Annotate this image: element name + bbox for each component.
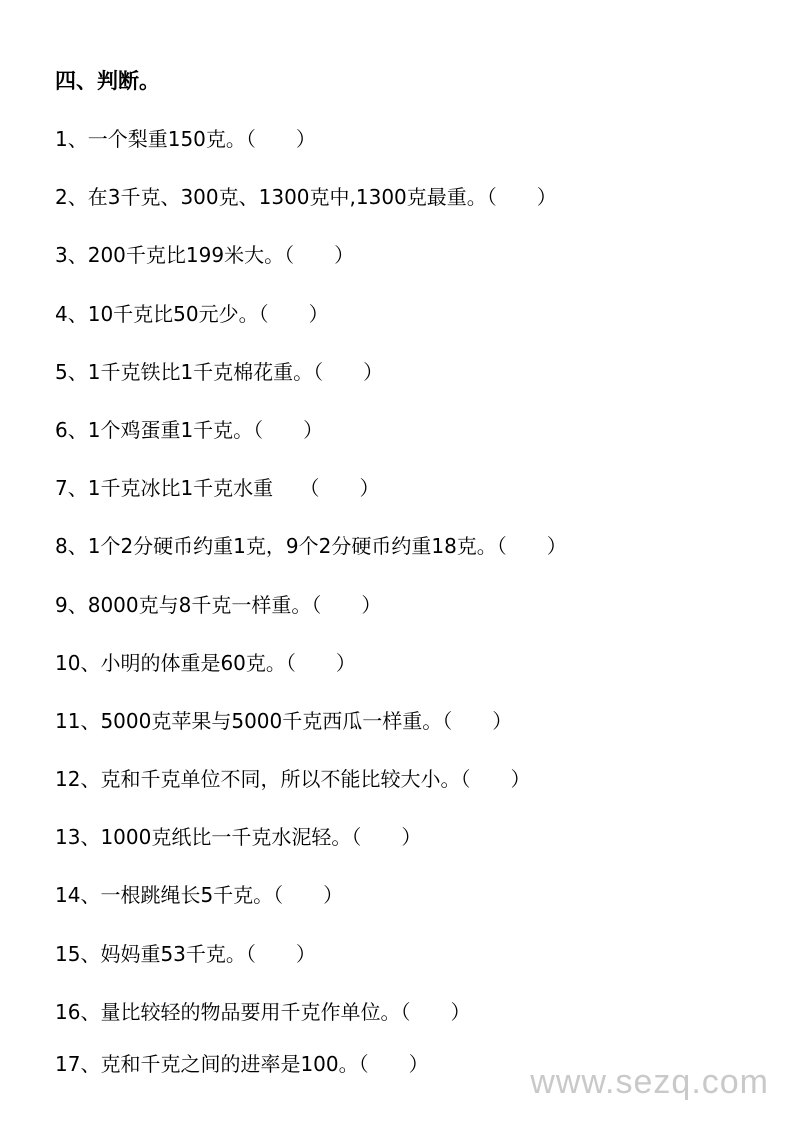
question-9: 9、8000克与8千克一样重。（ ） — [55, 592, 382, 617]
question-4: 4、10千克比50元少。（ ） — [55, 301, 329, 326]
question-10: 10、小明的体重是60克。（ ） — [55, 650, 356, 675]
question-1: 1、一个梨重150克。（ ） — [55, 127, 316, 151]
question-5: 5、1千克铁比1千克棉花重。（ ） — [55, 359, 384, 384]
question-14: 14、一根跳绳长5千克。（ ） — [55, 883, 344, 908]
question-3: 3、200千克比199米大。（ ） — [55, 243, 355, 268]
question-11: 11、5000克苹果与5000千克西瓜一样重。（ ） — [55, 708, 513, 733]
question-list — [55, 124, 567, 1113]
question-15: 15、妈妈重53千克。（ ） — [55, 941, 316, 966]
question-12: 12、克和千克单位不同，所以不能比较大小。（ ） — [55, 767, 531, 792]
section-heading: 四、判断。 — [55, 69, 160, 93]
question-17: 17、克和千克之间的进率是100。（ ） — [55, 1052, 429, 1076]
question-8: 8、1个2分硬币约重1克，9个2分硬币约重18克。（ ） — [55, 534, 567, 559]
watermark-text: www.sezq.com — [530, 1063, 769, 1101]
question-2: 2、在3千克、300克、1300克中,1300克最重。（ ） — [55, 185, 557, 210]
question-16: 16、量比较轻的物品要用千克作单位。（ ） — [55, 999, 471, 1024]
question-6: 6、1个鸡蛋重1千克。（ ） — [55, 417, 324, 442]
question-13: 13、1000克纸比一千克水泥轻。（ ） — [55, 825, 422, 850]
question-7: 7、1千克冰比1千克水重 （ ） — [55, 476, 380, 501]
